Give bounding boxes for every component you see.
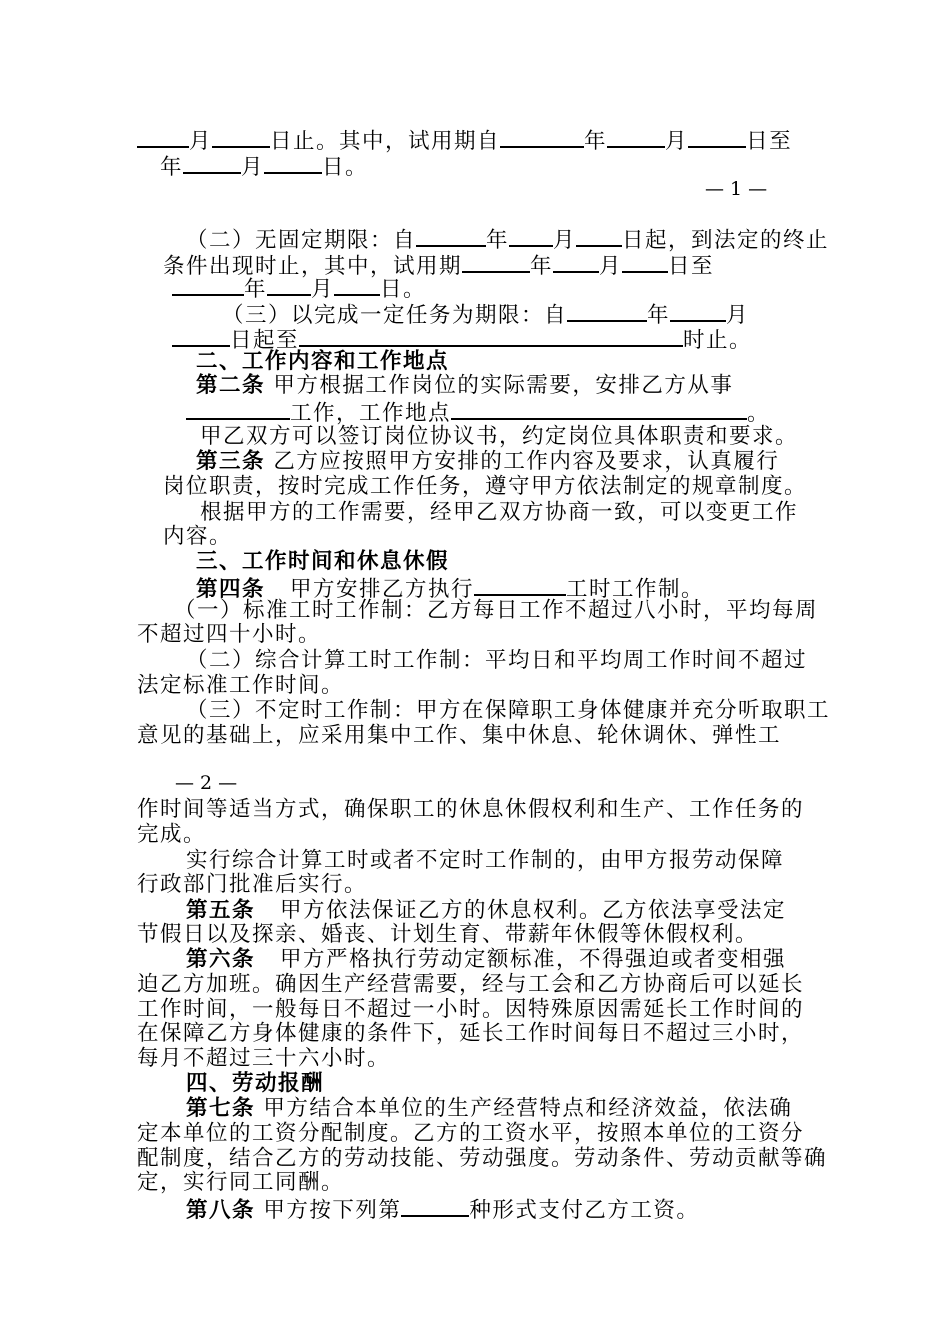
blank — [576, 225, 622, 247]
blank — [212, 126, 270, 148]
article-3-line1: 第三条 乙方应按照甲方安排的工作内容及要求，认真履行 — [196, 449, 780, 474]
article-6-line1: 第六条 甲方严格执行劳动定额标准，不得强迫或者变相强 — [186, 947, 787, 972]
article-2-note: 甲乙双方可以签订岗位协议书，约定岗位具体职责和要求。 — [200, 424, 799, 449]
article-7-line3: 配制度，结合乙方的劳动技能、劳动强度。劳动条件、劳动贡献等确 — [137, 1146, 828, 1171]
p3-cont-line1: 作时间等适当方式，确保职工的休息休假权利和生产、工作任务的 — [137, 797, 805, 822]
article-8-line1: 第八条 甲方按下列第 种形式支付乙方工资。 — [186, 1195, 699, 1224]
blank — [183, 152, 241, 174]
article-6-line5: 每月不超过三十六小时。 — [137, 1046, 391, 1071]
p2-clause2-line1: （二）无固定期限：自 年 月 日起，到法定的终止 — [186, 225, 829, 254]
article-7-line4: 定，实行同工同酬。 — [137, 1170, 345, 1195]
blank — [462, 251, 530, 273]
blank — [172, 274, 244, 296]
article-6-line3: 工作时间，一般每日不超过一小时。因特殊原因需延长工作时间的 — [137, 997, 805, 1022]
article-6-label: 第六条 — [186, 947, 256, 972]
article-3-line2: 岗位职责，按时完成工作任务，遵守甲方依法制定的规章制度。 — [163, 474, 808, 499]
p1-line-1: 月 日止。其中，试用期自 年 月 日至 — [137, 126, 792, 155]
blank — [607, 126, 665, 148]
blank — [670, 300, 726, 322]
blank — [553, 251, 599, 273]
page-number-1: — 1 — — [705, 178, 768, 200]
article-6-line4: 在保障乙方身体健康的条件下，延长工作时间每日不超过三小时， — [137, 1021, 805, 1046]
section-heading-3: 三、工作时间和休息休假 — [196, 549, 450, 574]
blank — [416, 225, 486, 247]
article-3-label: 第三条 — [196, 449, 266, 474]
blank — [688, 126, 746, 148]
article-5-label: 第五条 — [186, 898, 256, 923]
p1-line-2: 年 月 日。 — [160, 152, 368, 181]
article-2-label: 第二条 — [196, 373, 266, 398]
blank — [267, 274, 311, 296]
article-5-line1: 第五条 甲方依法保证乙方的休息权利。乙方依法享受法定 — [186, 898, 787, 923]
blank — [500, 126, 584, 148]
blank — [474, 574, 566, 596]
blank — [622, 251, 668, 273]
blank — [186, 398, 290, 420]
blank — [401, 1195, 469, 1217]
article-2-line1: 第二条 甲方根据工作岗位的实际需要，安排乙方从事 — [196, 373, 734, 398]
article-8-label: 第八条 — [186, 1198, 256, 1223]
article-4-item1-line2: 不超过四十小时。 — [137, 622, 322, 647]
section-heading-4: 四、劳动报酬 — [186, 1071, 325, 1096]
article-4-item3-line2: 意见的基础上，应采用集中工作、集中休息、轮休调休、弹性工 — [137, 723, 782, 748]
page-number-2: — 2 — — [175, 772, 238, 794]
article-6-line2: 迫乙方加班。确因生产经营需要，经与工会和乙方协商后可以延长 — [137, 972, 805, 997]
p2-clause3-line2: 日起至 时止。 — [172, 325, 752, 354]
article-2-line2: 工作，工作地点 。 — [186, 398, 770, 427]
p2-clause2-line2: 条件出现时止，其中，试用期 年 月 日至 — [163, 251, 714, 280]
article-7-label: 第七条 — [186, 1096, 256, 1121]
article-7-line2: 定本单位的工资分配制度。乙方的工资水平，按照本单位的工资分 — [137, 1121, 805, 1146]
article-4-item2-line1: （二）综合计算工时工作制：平均日和平均周工作时间不超过 — [186, 648, 808, 673]
blank — [451, 398, 747, 420]
blank — [567, 300, 647, 322]
blank — [264, 152, 322, 174]
article-4-item3-line1: （三）不定时工作制：甲方在保障职工身体健康并充分听取职工 — [186, 698, 831, 723]
article-4-label: 第四条 — [196, 577, 266, 602]
blank — [334, 274, 380, 296]
p3-note-line2: 行政部门批准后实行。 — [137, 872, 368, 897]
article-4-item2-line2: 法定标准工作时间。 — [137, 673, 345, 698]
article-7-line1: 第七条 甲方结合本单位的生产经营特点和经济效益，依法确 — [186, 1096, 793, 1121]
p3-cont-line2: 完成。 — [137, 822, 207, 847]
blank — [172, 325, 230, 347]
section-heading-2: 二、工作内容和工作地点 — [196, 349, 450, 374]
article-3-p2-line1: 根据甲方的工作需要，经甲乙双方协商一致，可以变更工作 — [200, 500, 799, 525]
p2-clause3-line1: （三）以完成一定任务为期限：自 年 月 — [222, 300, 749, 329]
blank — [299, 325, 683, 347]
article-5-line2: 节假日以及探亲、婚丧、计划生育、带薪年休假等休假权利。 — [137, 922, 759, 947]
article-4-line1: 第四条 甲方安排乙方执行 工时工作制。 — [196, 574, 704, 603]
blank — [509, 225, 553, 247]
article-4-item1-line1: （一）标准工时工作制：乙方每日工作不超过八小时，平均每周 — [174, 598, 819, 623]
article-3-p2-line2: 内容。 — [163, 524, 233, 549]
blank — [137, 126, 189, 148]
p2-clause2-line3: 年 月 日。 — [172, 274, 426, 303]
p3-note-line1: 实行综合计算工时或者不定时工作制的，由甲方报劳动保障 — [186, 848, 785, 873]
